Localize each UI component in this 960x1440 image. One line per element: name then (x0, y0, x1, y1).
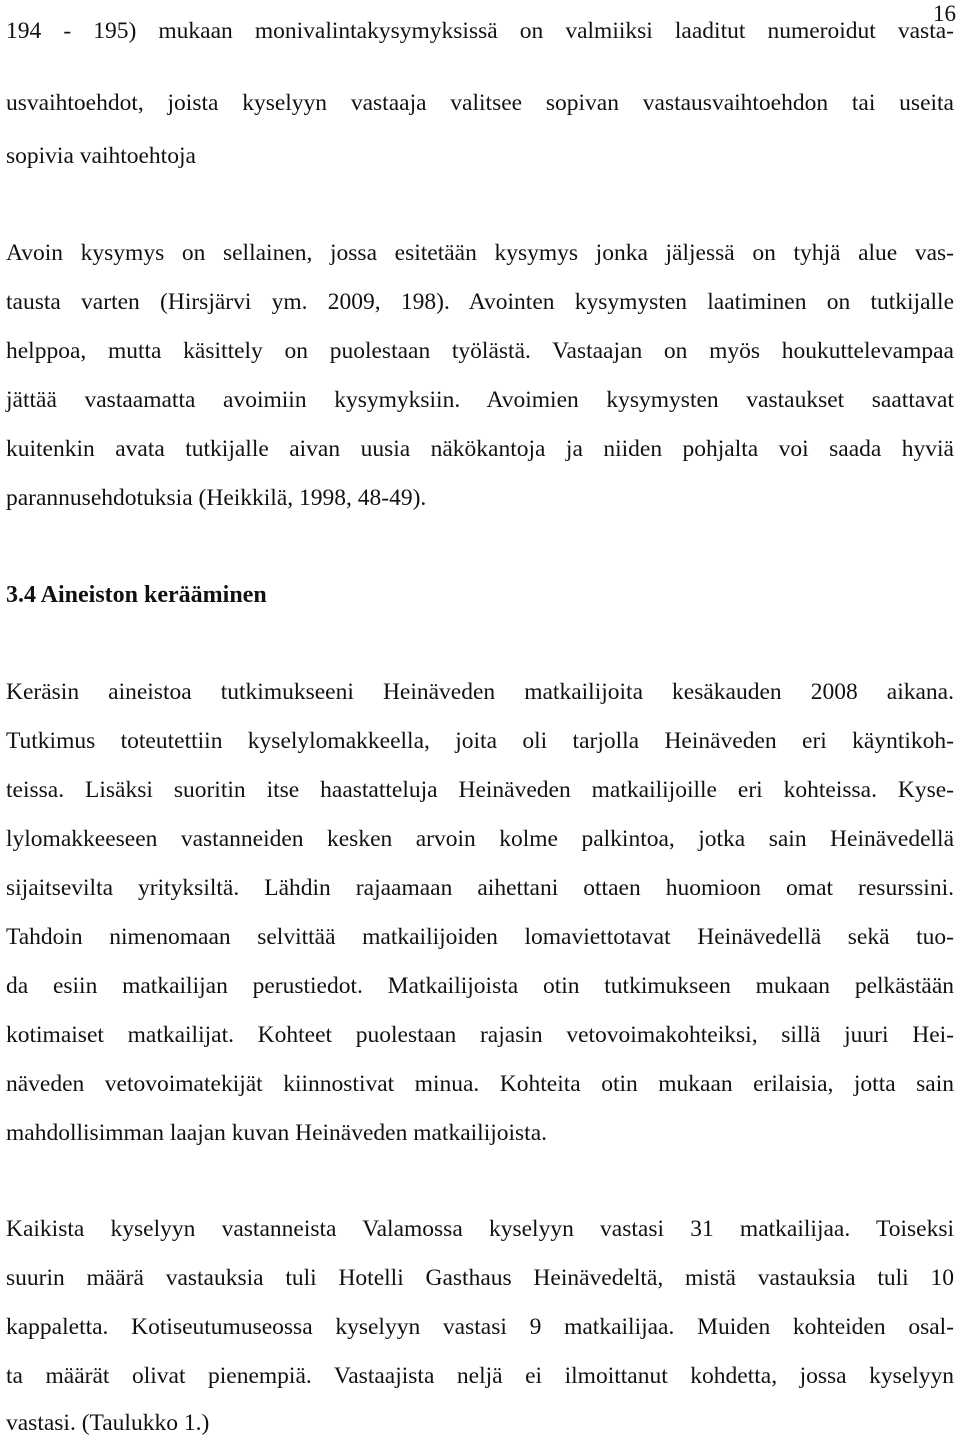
text-line: lylomakkeeseen vastanneiden kesken arvoin kolme palkintoa, jotka sain Heinävedellä (6, 826, 954, 852)
text-line: sopivia vaihtoehtoja (6, 143, 196, 169)
text-line: Tutkimus toteutettiin kyselylomakkeella, joita oli tarjolla Heinäveden eri käyntikoh- (6, 728, 954, 754)
text-line: sijaitsevilta yrityksiltä. Lähdin rajaamaan aihettani ottaen huomioon omat resurssini. (6, 875, 954, 901)
text-line: mahdollisimman laajan kuvan Heinäveden matkailijoista. (6, 1120, 548, 1146)
text-line: kotimaiset matkailijat. Kohteet puolestaan rajasin vetovoimakohteiksi, sillä juuri Hei- (6, 1022, 954, 1048)
text-line: ta määrät olivat pienempiä. Vastaajista neljä ei ilmoittanut kohdetta, jossa kyselyyn (6, 1363, 954, 1389)
text-line: parannusehdotuksia (Heikkilä, 1998, 48-49). (6, 485, 427, 511)
text-line: helppoa, mutta käsittely on puolestaan työlästä. Vastaajan on myös houkuttelevampaa (6, 338, 954, 364)
text-line: Kaikista kyselyyn vastanneista Valamossa kyselyyn vastasi 31 matkailijaa. Toiseksi (6, 1216, 954, 1242)
page-number: 16 (933, 1, 956, 26)
text-line: kappaletta. Kotiseutumuseossa kyselyyn vastasi 9 matkailijaa. Muiden kohteiden osal- (6, 1314, 954, 1340)
text-line: Tahdoin nimenomaan selvittää matkailijoiden lomaviettotavat Heinävedellä sekä tuo- (6, 924, 954, 950)
text-line: Keräsin aineistoa tutkimukseeni Heinäveden matkailijoita kesäkauden 2008 aikana. (6, 679, 954, 705)
text-line: näveden vetovoimatekijät kiinnostivat minua. Kohteita otin mukaan erilaisia, jotta sain (6, 1071, 954, 1097)
text-line: tausta varten (Hirsjärvi ym. 2009, 198). Avointen kysymysten laatiminen on tutkijalle (6, 289, 954, 315)
text-line: 194 - 195) mukaan monivalintakysymyksissä on valmiiksi laaditut numeroidut vasta- (6, 18, 954, 44)
text-line: jättää vastaamatta avoimiin kysymyksiin. Avoimien kysymysten vastaukset saattavat (6, 387, 954, 413)
text-line: Avoin kysymys on sellainen, jossa esitetään kysymys jonka jäljessä on tyhjä alue vas- (6, 240, 954, 266)
text-line: vastasi. (Taulukko 1.) (6, 1410, 210, 1436)
text-line: suurin määrä vastauksia tuli Hotelli Gasthaus Heinävedeltä, mistä vastauksia tuli 10 (6, 1265, 954, 1291)
text-line: usvaihtoehdot, joista kyselyyn vastaaja valitsee sopivan vastausvaihtoehdon tai useita (6, 90, 954, 116)
section-heading: 3.4 Aineiston kerääminen (6, 582, 267, 608)
text-line: kuitenkin avata tutkijalle aivan uusia näkökantoja ja niiden pohjalta voi saada hyviä (6, 436, 954, 462)
text-line: teissa. Lisäksi suoritin itse haastatteluja Heinäveden matkailijoille eri kohteissa. Kyse- (6, 777, 954, 803)
text-line: da esiin matkailijan perustiedot. Matkailijoista otin tutkimukseen mukaan pelkästään (6, 973, 954, 999)
